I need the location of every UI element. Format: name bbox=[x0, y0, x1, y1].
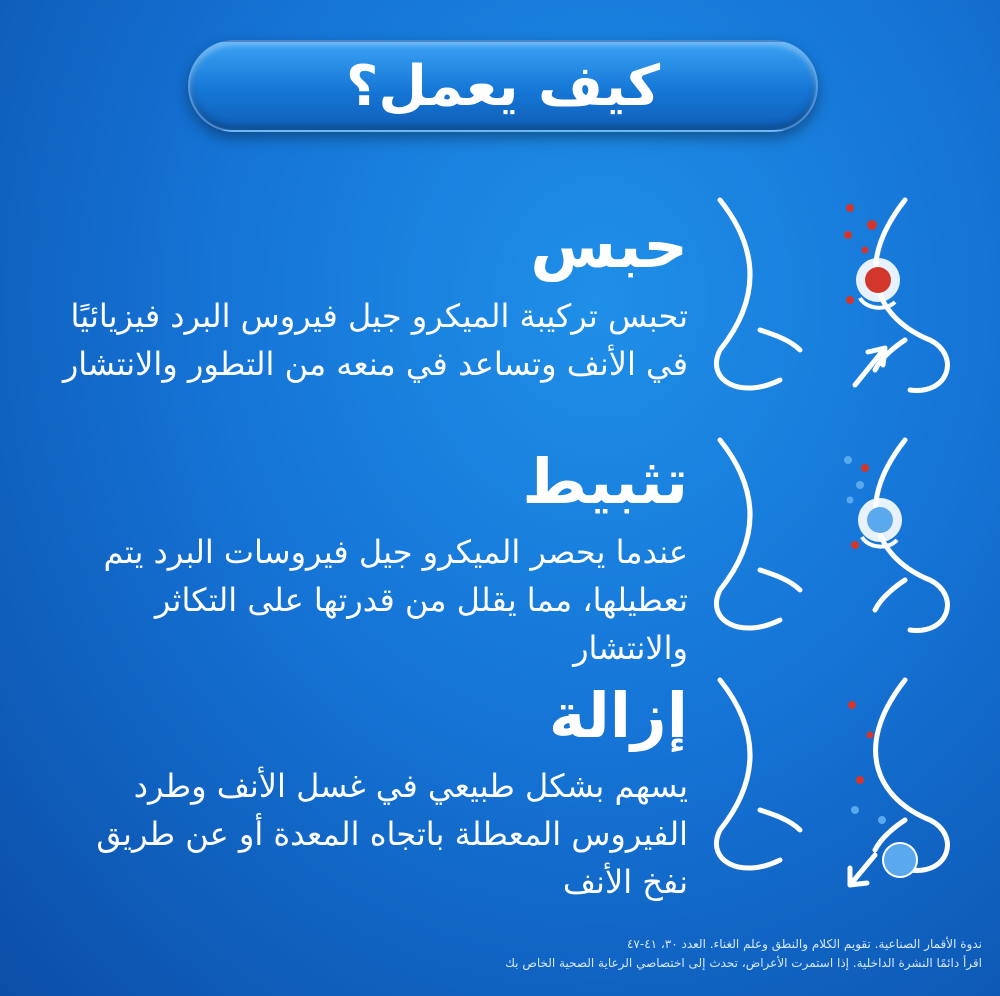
nose-trap-icon bbox=[700, 190, 970, 420]
section-body: تحبس تركيبة الميكرو جيل فيروس البرد فيزيائيًا في الأنف وتساعد في منعه من التطور والانتشار bbox=[62, 297, 688, 384]
section-body: عندما يحصر الميكرو جيل فيروسات البرد يتم تعطيلها، مما يقلل من قدرتها على التكاثر والانتشار bbox=[103, 533, 688, 668]
nose-remove-icon bbox=[700, 670, 970, 900]
section-heading: حبس bbox=[530, 209, 688, 282]
section-deactivate bbox=[48, 445, 688, 672]
footnote-line: اقرأ دائمًا النشرة الداخلية. إذا استمرت الأعراض، تحدث إلى اختصاصي الرعاية الصحية الخاص بك bbox=[505, 956, 982, 971]
section-body: يسهم بشكل طبيعي في غسل الأنف وطرد الفيروس المعطلة باتجاه المعدة أو عن طريق نفخ الأنف bbox=[96, 767, 688, 902]
footnote bbox=[20, 935, 982, 973]
section-heading: تثبيط bbox=[522, 445, 688, 518]
section-trap bbox=[48, 209, 688, 388]
title-banner bbox=[188, 40, 818, 132]
nose-deactivate-icon bbox=[700, 430, 970, 660]
page-title: كيف يعمل؟ bbox=[345, 53, 661, 119]
section-heading: إزالة bbox=[548, 679, 688, 752]
footnote-line: ندوة الأقمار الصناعية. تقويم الكلام والنطق وعلم الغناء. العدد ٣٠، ٤١-٤٧ bbox=[626, 937, 982, 951]
section-remove bbox=[48, 679, 688, 906]
